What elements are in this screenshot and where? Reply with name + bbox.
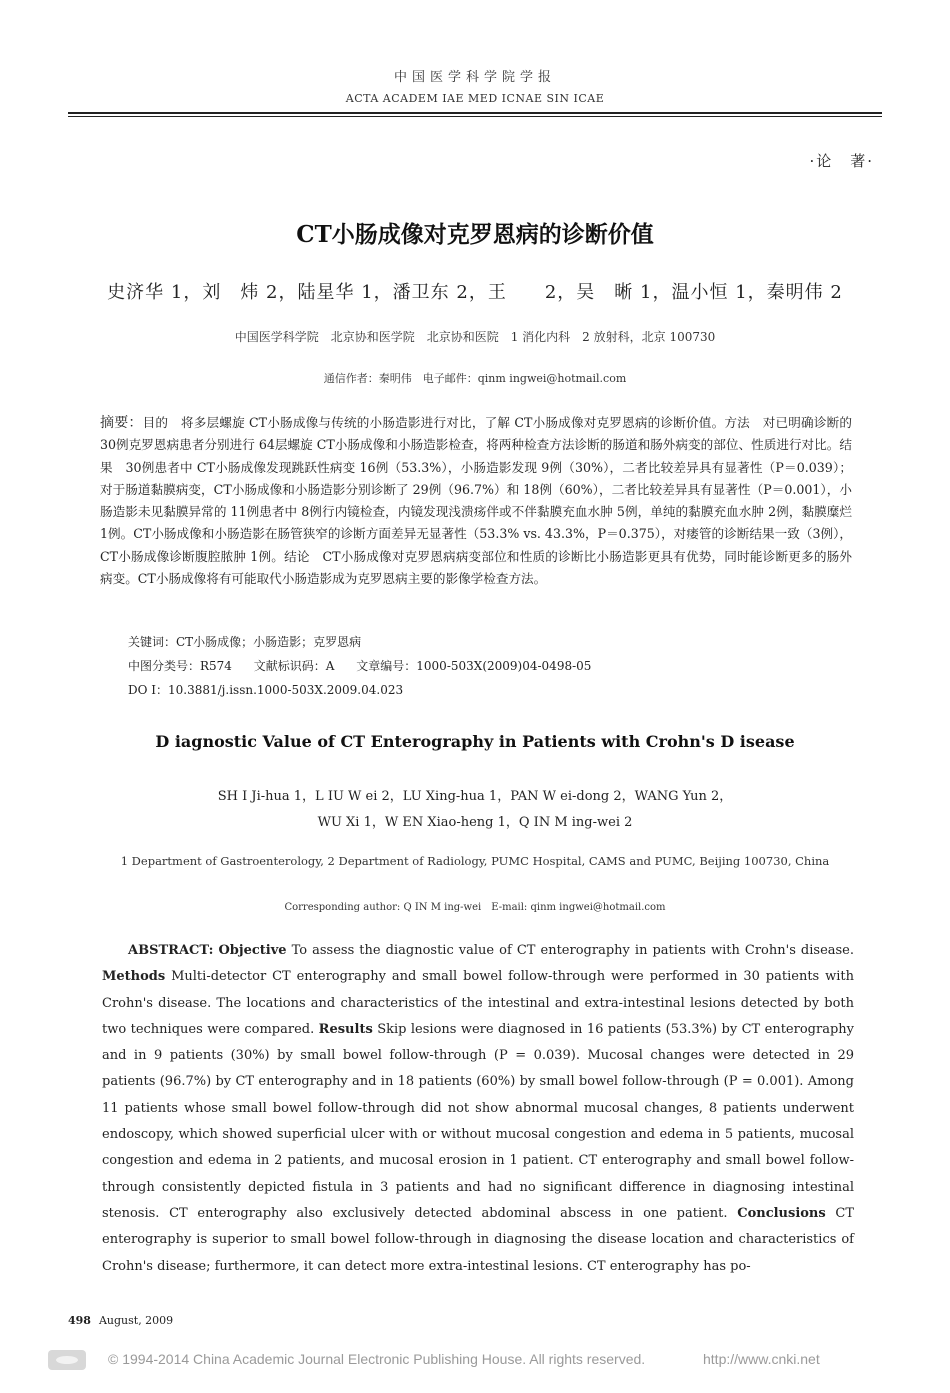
article-title-cn: CT小肠成像对克罗恩病的诊断价值	[296, 221, 654, 248]
conclusions-label: Conclusions	[737, 1205, 826, 1221]
abstract-cn	[100, 412, 852, 590]
issue-date: August, 2009	[98, 1314, 174, 1327]
affiliation-en: 1 Department of Gastroenterology, 2 Department of Radiology, PUMC Hospital, CAMS and PUMC, Beijing 100730, China	[120, 854, 830, 868]
clc-number: 中图分类号：R574	[128, 659, 232, 673]
correspondence-en: Corresponding author: Q IN M ing-wei E-mail: qinm ingwei@hotmail.com	[284, 902, 666, 913]
methods-label: Methods	[102, 969, 166, 985]
header-rule	[68, 112, 882, 114]
methods-text: Multi-detector CT enterography and small bowel follow-through were performed in 30 patients with Crohn's disease. The locations and characteristics of the intestinal and extra-intestinal lesions detected by both two techniques were compared.	[102, 969, 854, 1037]
abstract-label-en: ABSTRACT:	[128, 943, 214, 958]
journal-title-en: ACTA ACADEM IAE MED ICNAE SIN ICAE	[345, 92, 605, 105]
objective-text: To assess the diagnostic value of CT enterography in patients with Crohn's disease.	[291, 943, 855, 958]
copyright-text: © 1994-2014 China Academic Journal Electronic Publishing House. All rights reserved.	[108, 1351, 646, 1367]
website-link[interactable]: http://www.cnki.net	[703, 1351, 820, 1367]
article-number: 文章编号：1000-503X(2009)04-0498-05	[356, 659, 592, 673]
classification-row	[128, 654, 609, 678]
header-rule-thin	[68, 116, 882, 117]
section-label: ·论 著·	[809, 152, 874, 170]
cnki-logo-icon	[48, 1350, 86, 1370]
article-title-en: D iagnostic Value of CT Enterography in Patients with Crohn's D isease	[155, 732, 795, 751]
results-label: Results	[318, 1021, 373, 1037]
copyright-footer	[0, 1350, 950, 1372]
abstract-en	[102, 938, 854, 1280]
page-number: 498	[68, 1314, 91, 1327]
conclusions-text: CT enterography is superior to small bowel follow-through in diagnosing the disease location and characteristics of Crohn's disease; furthermore, it can detect more extra-intestinal lesions. CT enterography has po-	[102, 1205, 855, 1274]
authors-en	[0, 784, 950, 836]
keywords-cn: 关键词：CT小肠成像；小肠造影；克罗恩病	[128, 635, 362, 649]
authors-en-line-2: WU Xi 1，W EN Xiao-heng 1，Q IN M ing-wei 2	[317, 815, 633, 830]
correspondence-cn: 通信作者：秦明伟 电子邮件：qinm ingwei@hotmail.com	[323, 372, 627, 385]
objective-label: Objective	[218, 943, 287, 958]
article-metadata-cn	[128, 630, 609, 702]
affiliation-cn: 中国医学科学院 北京协和医学院 北京协和医院 1 消化内科 2 放射科，北京 100730	[234, 330, 716, 344]
doi: DO I：10.3881/j.issn.1000-503X.2009.04.023	[128, 683, 404, 697]
document-code: 文献标识码：A	[253, 659, 335, 673]
authors-en-line-1: SH I Ji-hua 1，L IU W ei 2，LU Xing-hua 1，PAN W ei-dong 2，WANG Yun 2，	[217, 789, 733, 804]
abstract-text-cn: 目的 将多层螺旋 CT小肠成像与传统的小肠造影进行对比，了解 CT小肠成像对克罗恩病的诊断价值。方法 对已明确诊断的 30例克罗恩病患者分别进行 64层螺旋 CT小肠成像和小肠造影检查，将两种检查方法诊断的肠道和肠外病变的部位、性质进行对比。结果 30例患者中 CT小肠成像发现跳跃性病变 16例（53.3%），小肠造影发现 9例（30%），二者比较差异具有显著性（P＝0.039）；对于肠道黏膜病变，CT小肠成像和小肠造影分别诊断了 29例（96.7%）和 18例（60%），二者比较差异具有显著性（P＝0.001），小肠造影未见黏膜异常的 11例患者中 8例行内镜检查，内镜发现浅溃疡伴或不伴黏膜充血水肿 5例，单纯的黏膜充血水肿 2例，黏膜糜烂 1例。CT小肠成像和小肠造影在肠管狭窄的诊断方面差异无显著性（53.3% vs. 43.3%，P＝0.375），对瘘管的诊断结果一致（3例），CT小肠成像诊断腹腔脓肿 1例。结论 CT小肠成像对克罗恩病病变部位和性质的诊断比小肠造影更具有优势，同时能诊断更多的肠外病变。CT小肠成像将有可能取代小肠造影成为克罗恩病主要的影像学检查方法。	[100, 415, 853, 587]
authors-cn: 史济华 1，刘 炜 2，陆星华 1，潘卫东 2，王 2，吴 晰 1，温小恒 1，秦明伟 2	[107, 282, 843, 303]
page-footer-info	[68, 1314, 173, 1327]
journal-title-cn: 中国医学科学院学报	[393, 70, 556, 85]
abstract-label-cn: 摘要：	[100, 415, 143, 431]
results-text: Skip lesions were diagnosed in 16 patients (53.3%) by CT enterography and in 9 patients (30%) by small bowel follow-through (P = 0.039). Mucosal changes were detected in 29 patients (96.7%) by CT enterography and in 18 patients (60%) by small bowel follow-through (P = 0.001). Among 11 patients whose small bowel follow-through did not show abnormal mucosal changes, 8 patients underwent endoscopy, which showed superficial ulcer with or without mucosal congestion and edema in 5 patients, mucosal congestion and edema in 2 patients, and mucosal erosion in 1 patient. CT enterography and small bowel follow-through consistently depicted fistula in 3 patients and had no significant difference in diagnosing intestinal stenosis. CT enterography also exclusively detected abdominal abscess in one patient.	[102, 1021, 854, 1221]
